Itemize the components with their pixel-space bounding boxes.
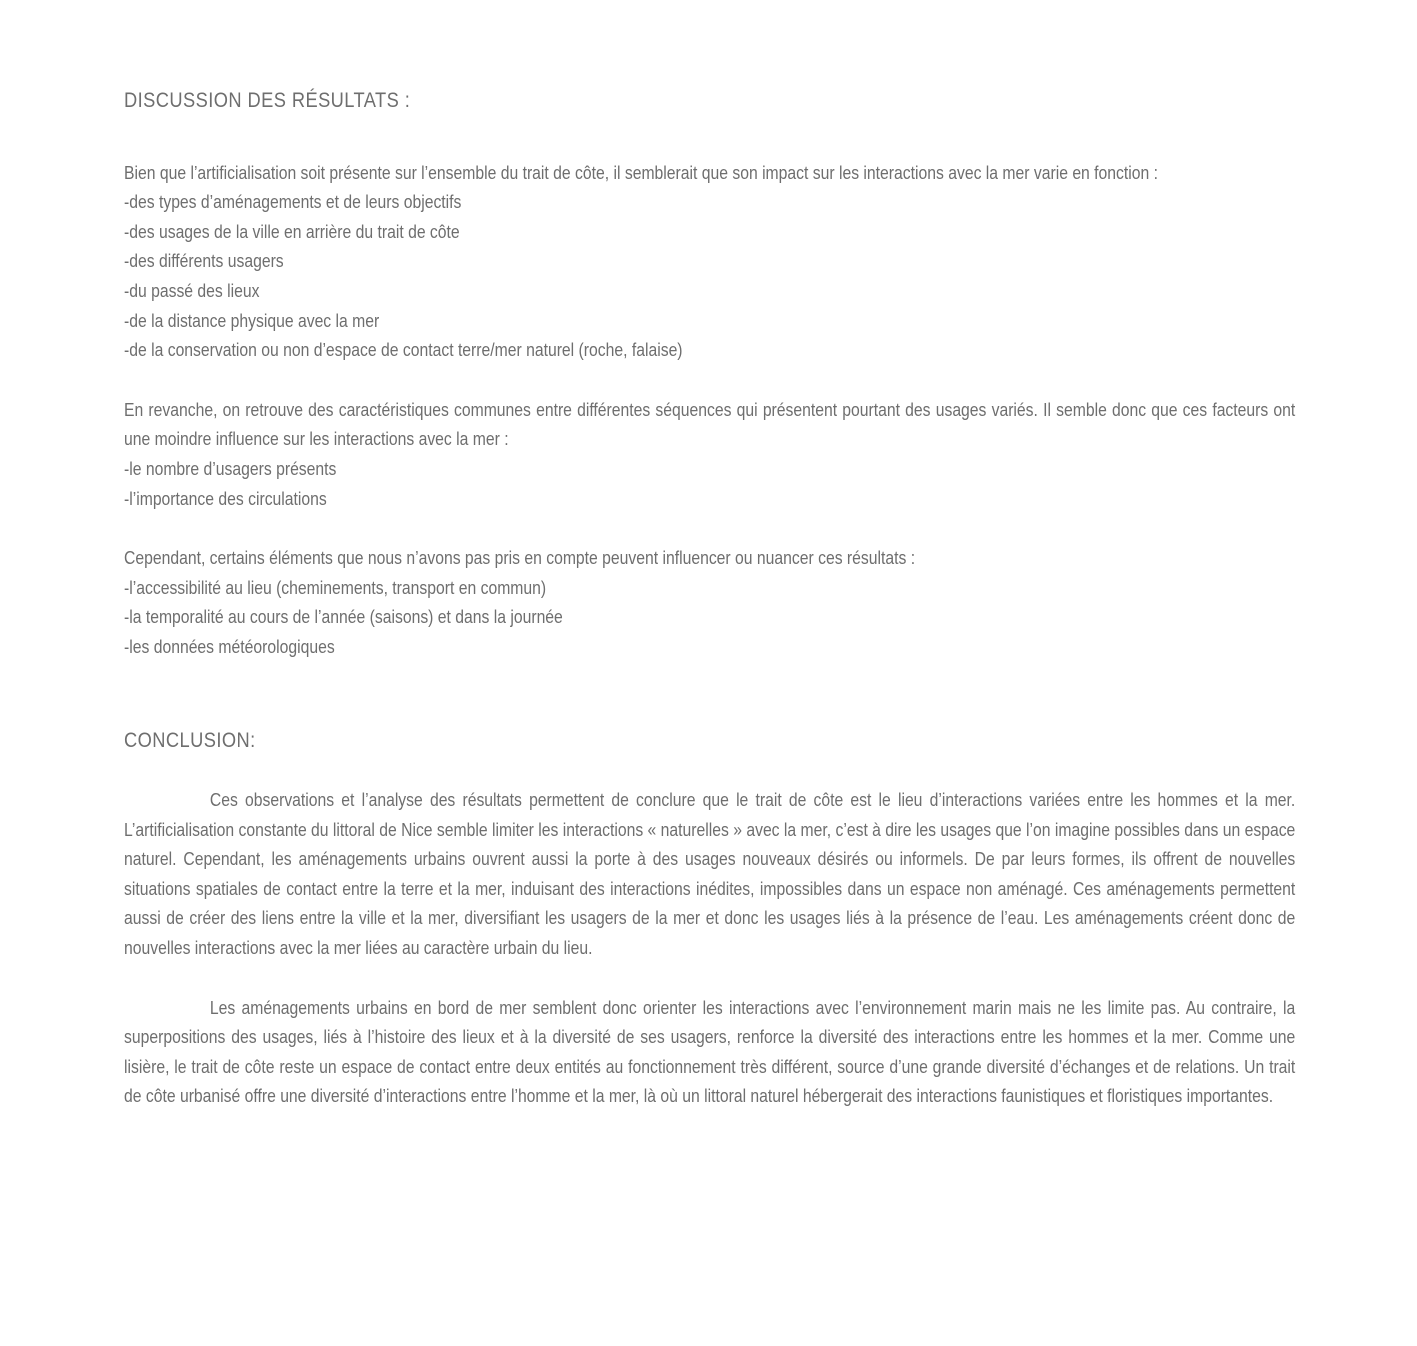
list-item: -les données météorologiques [124, 635, 335, 657]
not-considered-intro: Cependant, certains éléments que nous n’avons pas pris en compte peuvent influencer ou nuancer ces résultats : [124, 547, 916, 569]
list-item: -des types d’aménagements et de leurs objectifs [124, 191, 462, 213]
conclusion-section-title: CONCLUSION: [124, 727, 256, 752]
varying-factors-intro: Bien que l’artificialisation soit présente sur l’ensemble du trait de côte, il semblerait que son impact sur les interactions avec la mer varie en fonction : [124, 161, 1158, 183]
list-item: -des usages de la ville en arrière du trait de côte [124, 220, 460, 242]
discussion-section-title: DISCUSSION DES RÉSULTATS : [124, 88, 411, 112]
list-item: -de la conservation ou non d’espace de contact terre/mer naturel (roche, falaise) [124, 339, 683, 361]
discussion-common-factors-block [124, 395, 1295, 513]
list-item: -la temporalité au cours de l’année (saisons) et dans la journée [124, 606, 563, 628]
list-item: -des différents usagers [124, 250, 284, 272]
conclusion-paragraph-1: Ces observations et l’analyse des résultats permettent de conclure que le trait de côte est le lieu d’interactions variées entre les hommes et la mer. L’artificialisation constante du littoral de Nice semble limiter les interactions « naturelles » avec la mer, c’est à dire les usages que l’on imagine possibles dans un espace naturel. Cependant, les aménagements urbains ouvrent aussi la porte à des usages nouveaux désirés ou informels. De par leurs formes, ils offrent de nouvelles situations spatiales de contact entre la terre et la mer, induisant des interactions inédites, impossibles dans un espace non aménagé. Ces aménagements permettent aussi de créer des liens entre la ville et la mer, diversifiant les usagers de la mer et donc les usages liés à la présence de l’eau. Les aménagements créent donc de nouvelles interactions avec la mer liées au caractère urbain du lieu. [124, 789, 1296, 959]
list-item: -le nombre d’usagers présents [124, 457, 337, 479]
document-content [124, 86, 1295, 1111]
list-item: -l’importance des circulations [124, 487, 327, 509]
list-item: -l’accessibilité au lieu (cheminements, transport en commun) [124, 576, 547, 598]
discussion-not-considered-block [124, 543, 1295, 661]
common-factors-intro: En revanche, on retrouve des caractéristiques communes entre différentes séquences qui présentent pourtant des usages variés. Il semble donc que ces facteurs ont une moindre influence sur les interactions avec la mer : [124, 398, 1296, 450]
conclusion-paragraph-2: Les aménagements urbains en bord de mer semblent donc orienter les interactions avec l’environnement marin mais ne les limite pas. Au contraire, la superpositions des usages, liés à l’histoire des lieux et à la diversité de ses usagers, renforce la diversité des interactions entre les hommes et la mer. Comme une lisière, le trait de côte reste un espace de contact entre deux entités au fonctionnement très différent, source d’une grande diversité d’échanges et de relations. Un trait de côte urbanisé offre une diversité d’interactions entre l’homme et la mer, là où un littoral naturel hébergerait des interactions faunistiques et floristiques importantes. [124, 996, 1296, 1107]
list-item: -de la distance physique avec la mer [124, 309, 380, 331]
discussion-varying-factors-block [124, 158, 1295, 365]
list-item: -du passé des lieux [124, 279, 260, 301]
